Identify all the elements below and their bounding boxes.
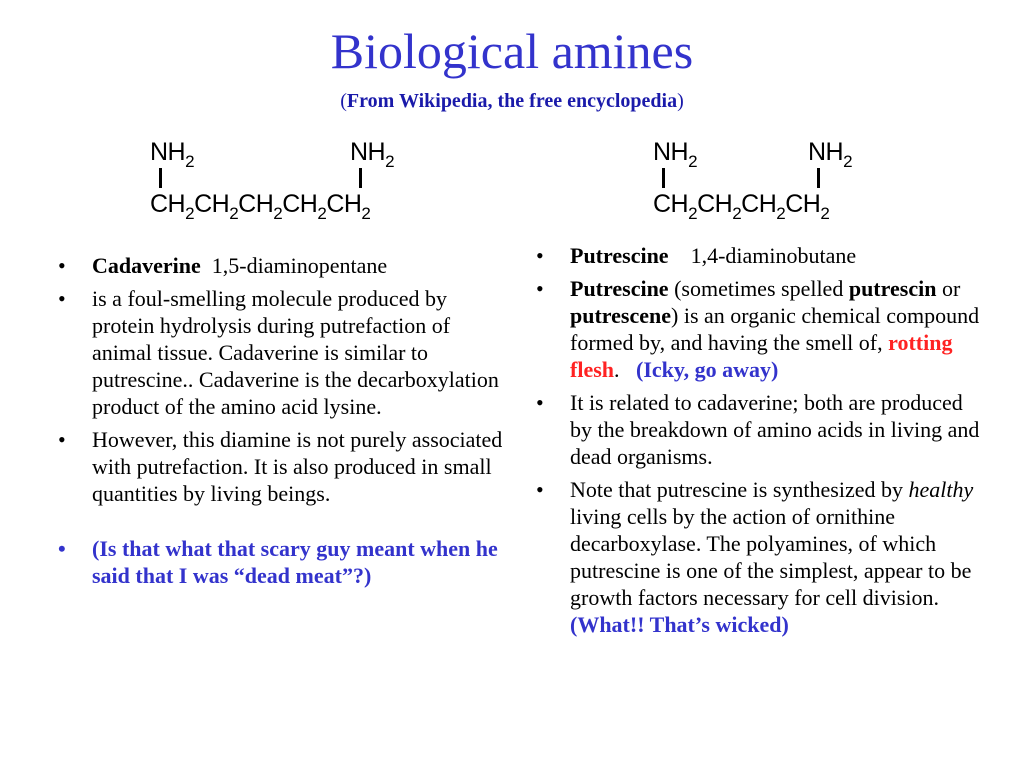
subscript: 2 [361, 204, 371, 223]
bullet-item-joke: • (Is that what that scary guy meant when he said that I was “dead meat”?) [54, 535, 504, 589]
putrescine-column [532, 242, 987, 644]
subtitle-text: From Wikipedia, the free encyclopedia [346, 90, 678, 112]
healthy-italic: healthy [908, 477, 974, 502]
text-run: Note that putrescine is synthesized by [570, 477, 909, 502]
ch-label: CH [697, 190, 733, 218]
cadaverine-chain [150, 190, 371, 223]
cadaverine-bullets [54, 252, 504, 589]
ch-label: CH [194, 190, 230, 218]
nh-label: NH [808, 138, 844, 166]
putrescine-iupac: 1,4-diaminobutane [690, 243, 857, 268]
nh-label: NH [150, 138, 186, 166]
text-run: or [936, 276, 961, 301]
cadaverine-column [54, 252, 504, 595]
alt-spelling: putrescin [848, 276, 937, 301]
ch-label: CH [282, 190, 318, 218]
ch-label: CH [150, 190, 186, 218]
cadaverine-iupac: 1,5-diaminopentane [211, 253, 388, 278]
ch-label: CH [785, 190, 821, 218]
putrescine-name: Putrescine [570, 276, 669, 301]
ch-label: CH [653, 190, 689, 218]
putrescine-chain [653, 190, 830, 223]
text-run: living cells by the action of ornithine decarboxylase. The polyamines, of which putrescine is one of the simplest, appear to be growth factors necessary for cell division. [570, 477, 979, 610]
putrescine-name: Putrescine [570, 243, 669, 268]
subscript: 2 [185, 204, 195, 223]
bullet-item [532, 275, 987, 383]
cadaverine-name: Cadaverine [92, 253, 201, 278]
subscript: 2 [229, 204, 239, 223]
subscript: 2 [185, 152, 195, 171]
subscript: 2 [385, 152, 395, 171]
subtitle-close-paren: ) [677, 90, 684, 112]
alt-spelling: putrescene [570, 303, 672, 328]
bullet-item: • However, this diamine is not purely associated with putrefaction. It is also produced in small quantities by living beings. [54, 426, 504, 507]
subscript: 2 [688, 152, 698, 171]
putrescine-formula [653, 138, 883, 228]
bond-left [662, 168, 665, 188]
bullet-item [532, 476, 987, 638]
subscript: 2 [776, 204, 786, 223]
bond-left [159, 168, 162, 188]
text-run: . [614, 357, 636, 382]
cadaverine-formula [150, 138, 420, 228]
slide-subtitle [0, 88, 1024, 114]
bullet-item [54, 252, 504, 279]
bullet-item [532, 242, 987, 269]
putrescine-nh2-left [653, 138, 698, 171]
subtitle-open-paren: ( [340, 90, 347, 112]
icky-comment: (Icky, go away) [636, 357, 779, 382]
ch-label: CH [741, 190, 777, 218]
bullet-item: • is a foul-smelling molecule produced by protein hydrolysis during putrefaction of animal tissue. Cadaverine is similar to putrescine.. Cadaverine is the decarboxylation product of the amino acid lysine. [54, 285, 504, 420]
bullet-item: • It is related to cadaverine; both are produced by the breakdown of amino acids in living and dead organisms. [532, 389, 987, 470]
slide-title: Biological amines [330, 23, 694, 79]
ch-label: CH [326, 190, 362, 218]
text-run: (sometimes spelled [668, 276, 849, 301]
putrescine-nh2-right [808, 138, 853, 171]
bond-right [817, 168, 820, 188]
nh-label: NH [350, 138, 386, 166]
ch-label: CH [238, 190, 274, 218]
text-run: ) is an organic chemical compound formed by, and having the smell of, [570, 303, 980, 355]
subscript: 2 [732, 204, 742, 223]
subscript: 2 [688, 204, 698, 223]
putrescine-bullets [532, 242, 987, 638]
subscript: 2 [317, 204, 327, 223]
subscript: 2 [843, 152, 853, 171]
rotting-flesh-text: rotting flesh [570, 330, 953, 382]
wicked-comment: (What!! That’s wicked) [570, 612, 789, 637]
subscript: 2 [273, 204, 283, 223]
bond-right [359, 168, 362, 188]
cadaverine-nh2-left [150, 138, 195, 171]
cadaverine-nh2-right [350, 138, 395, 171]
subscript: 2 [820, 204, 830, 223]
nh-label: NH [653, 138, 689, 166]
